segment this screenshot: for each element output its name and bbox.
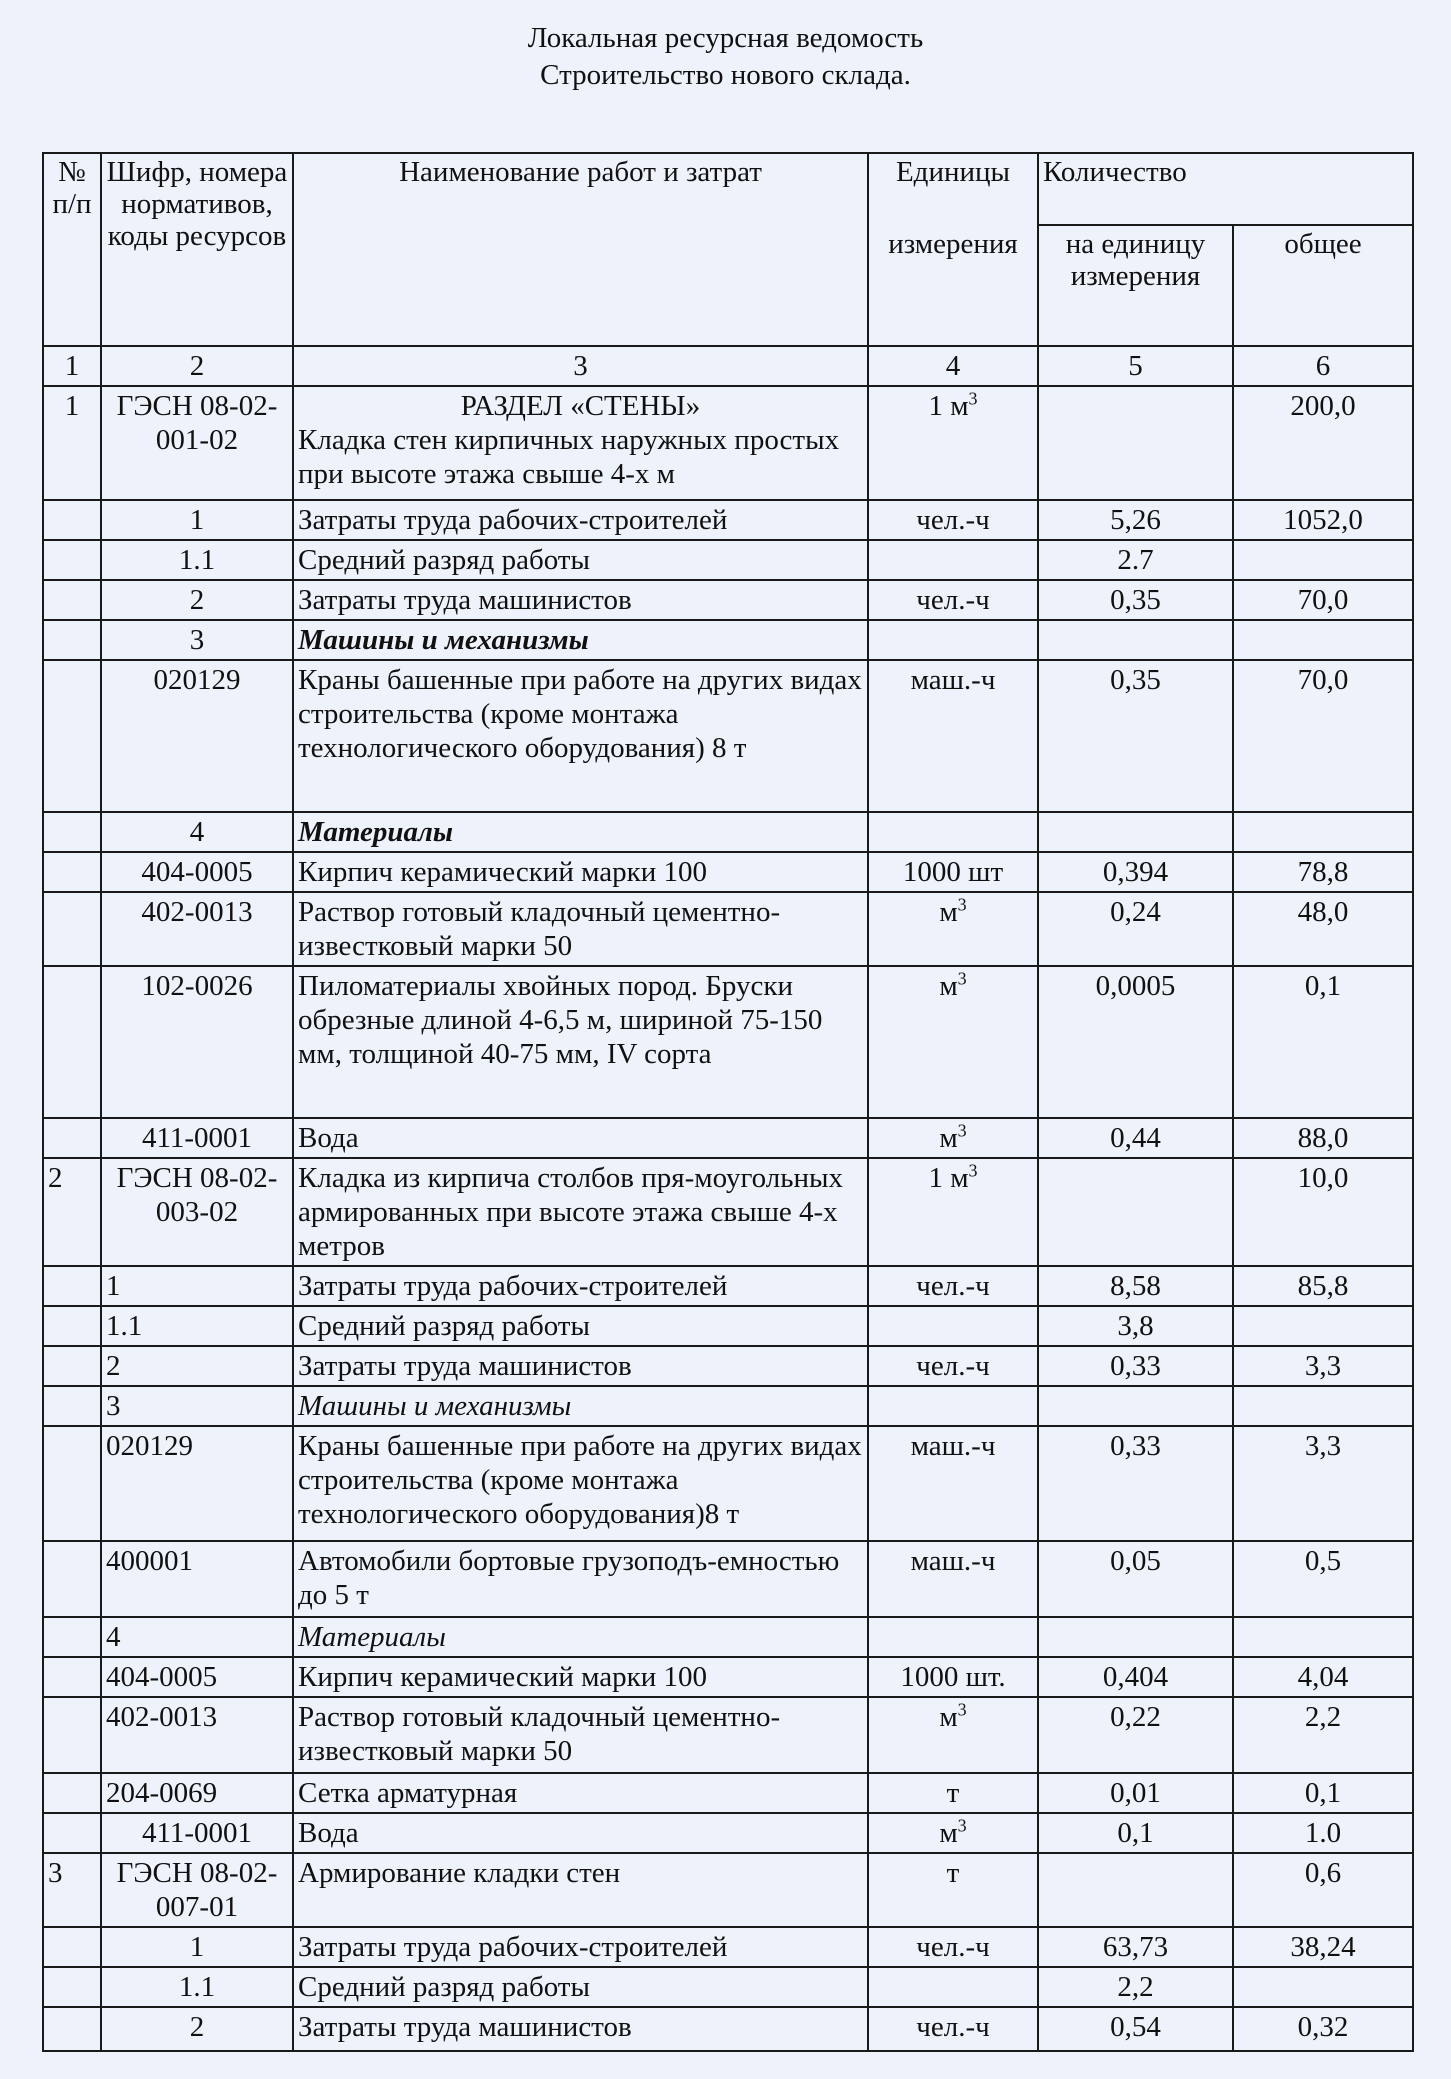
work-name-text: Затраты труда рабочих-строителей	[298, 1931, 728, 1963]
quantity-total: 0,6	[1233, 1853, 1413, 1927]
work-name	[293, 1386, 868, 1426]
quantity-total	[1233, 1386, 1413, 1426]
row-number	[43, 1773, 101, 1813]
row-number	[43, 2007, 101, 2051]
unit-of-measure	[868, 1346, 1038, 1386]
work-name-text: Пиломатериалы хвойных пород. Бруски обрезные длиной 4-6,5 м, шириной 75-150 мм, толщиной 40-75 мм, IV сорта	[298, 970, 823, 1070]
table-row	[43, 812, 1413, 852]
quantity-total	[1233, 540, 1413, 580]
unit-superscript: 3	[957, 968, 967, 989]
unit-of-measure	[868, 2007, 1038, 2051]
table-row	[43, 1773, 1413, 1813]
unit-of-measure	[868, 1617, 1038, 1657]
resource-code: ГЭСН 08-02-007-01	[101, 1853, 293, 1927]
unit-text: 1 м	[928, 390, 969, 422]
quantity-total	[1233, 1306, 1413, 1346]
quantity-total: 70,0	[1233, 580, 1413, 620]
table-row	[43, 1306, 1413, 1346]
unit-of-measure	[868, 660, 1038, 812]
table-row	[43, 580, 1413, 620]
quantity-per-unit: 0,1	[1038, 1813, 1233, 1853]
unit-of-measure	[868, 1266, 1038, 1306]
table-row	[43, 1386, 1413, 1426]
table-row	[43, 1697, 1413, 1773]
work-name-text: Затраты труда машинистов	[298, 584, 632, 616]
quantity-total	[1233, 1617, 1413, 1657]
table-row	[43, 2007, 1413, 2051]
resource-code: 1	[101, 500, 293, 540]
resource-code: 204-0069	[101, 1773, 293, 1813]
table-row	[43, 1967, 1413, 2007]
header-col-unit	[868, 153, 1038, 346]
resource-code: 020129	[101, 1426, 293, 1541]
row-number	[43, 892, 101, 966]
unit-of-measure	[868, 1386, 1038, 1426]
work-name	[293, 1967, 868, 2007]
quantity-per-unit: 0,394	[1038, 852, 1233, 892]
quantity-per-unit: 0,44	[1038, 1118, 1233, 1158]
quantity-total: 0,5	[1233, 1541, 1413, 1617]
work-name-text: Машины и механизмы	[298, 1390, 572, 1422]
unit-of-measure	[868, 1541, 1038, 1617]
work-name-text: Кладка из кирпича столбов пря-моугольных армированных при высоте этажа свыше 4-х метров	[298, 1162, 843, 1262]
unit-text: маш.-ч	[910, 1430, 996, 1462]
row-number	[43, 966, 101, 1118]
unit-of-measure	[868, 500, 1038, 540]
quantity-per-unit: 3,8	[1038, 1306, 1233, 1346]
row-number: 1	[43, 386, 101, 500]
work-name-text: Армирование кладки стен	[298, 1857, 621, 1889]
quantity-total: 38,24	[1233, 1927, 1413, 1967]
work-name-text: Затраты труда рабочих-строителей	[298, 1270, 728, 1302]
unit-text: чел.-ч	[916, 1270, 990, 1302]
work-name	[293, 1813, 868, 1853]
resource-code: 3	[101, 620, 293, 660]
quantity-total: 0,1	[1233, 1773, 1413, 1813]
resource-code: 1	[101, 1927, 293, 1967]
quantity-per-unit: 0,24	[1038, 892, 1233, 966]
work-name	[293, 1426, 868, 1541]
work-name	[293, 812, 868, 852]
table-row	[43, 892, 1413, 966]
resource-code: 402-0013	[101, 1697, 293, 1773]
resource-code: 2	[101, 580, 293, 620]
table-row	[43, 1426, 1413, 1541]
quantity-total	[1233, 1967, 1413, 2007]
work-name	[293, 1346, 868, 1386]
resource-code: 404-0005	[101, 852, 293, 892]
resource-code: 411-0001	[101, 1118, 293, 1158]
resource-code: 4	[101, 1617, 293, 1657]
work-name	[293, 1118, 868, 1158]
work-name	[293, 1927, 868, 1967]
row-number	[43, 1967, 101, 2007]
work-name-text: Затраты труда машинистов	[298, 1350, 632, 1382]
section-heading: РАЗДЕЛ «СТЕНЫ»	[460, 390, 701, 422]
col-number-5: 5	[1038, 346, 1233, 386]
resource-code: 400001	[101, 1541, 293, 1617]
unit-of-measure	[868, 1853, 1038, 1927]
table-row	[43, 660, 1413, 812]
quantity-total: 10,0	[1233, 1158, 1413, 1266]
quantity-per-unit	[1038, 1158, 1233, 1266]
unit-text: чел.-ч	[916, 584, 990, 616]
work-name-text: Сетка арматурная	[298, 1777, 518, 1809]
unit-text: м	[939, 1817, 958, 1849]
work-name-text: Краны башенные при работе на других видах строительства (кроме монтажа технологического оборудования)8 т	[298, 1430, 862, 1530]
row-number	[43, 1426, 101, 1541]
unit-superscript: 3	[957, 894, 967, 915]
row-number	[43, 1697, 101, 1773]
quantity-per-unit	[1038, 1853, 1233, 1927]
unit-text: 1000 шт	[902, 856, 1004, 888]
resource-code: 020129	[101, 660, 293, 812]
quantity-total: 2,2	[1233, 1697, 1413, 1773]
resource-code: 404-0005	[101, 1657, 293, 1697]
row-number	[43, 1657, 101, 1697]
unit-text: чел.-ч	[916, 1931, 990, 1963]
table-row	[43, 1853, 1413, 1927]
header-total: общее	[1233, 225, 1413, 346]
row-number	[43, 1541, 101, 1617]
header-col-code: Шифр, номера нормативов, коды ресурсов	[101, 153, 293, 346]
col-number-1: 1	[43, 346, 101, 386]
quantity-per-unit: 5,26	[1038, 500, 1233, 540]
work-name-text: Вода	[298, 1122, 359, 1154]
work-name	[293, 1657, 868, 1697]
work-name	[293, 2007, 868, 2051]
quantity-per-unit: 8,58	[1038, 1266, 1233, 1306]
quantity-total: 4,04	[1233, 1657, 1413, 1697]
header-row-1	[43, 153, 1413, 225]
resource-code: 411-0001	[101, 1813, 293, 1853]
work-name	[293, 1853, 868, 1927]
work-name-text: Автомобили бортовые грузоподъ-емностью до 5 т	[298, 1545, 840, 1611]
quantity-per-unit: 2.7	[1038, 540, 1233, 580]
unit-of-measure	[868, 1306, 1038, 1346]
work-name-text: Материалы	[298, 816, 454, 848]
unit-of-measure	[868, 580, 1038, 620]
quantity-per-unit	[1038, 620, 1233, 660]
unit-of-measure	[868, 966, 1038, 1118]
unit-text: 1000 шт.	[900, 1661, 1006, 1693]
resource-code: ГЭСН 08-02-001-02	[101, 386, 293, 500]
unit-of-measure	[868, 1657, 1038, 1697]
unit-of-measure	[868, 812, 1038, 852]
row-number	[43, 1266, 101, 1306]
unit-of-measure	[868, 1158, 1038, 1266]
unit-of-measure	[868, 386, 1038, 500]
work-name-text: Кирпич керамический марки 100	[298, 856, 708, 888]
work-name	[293, 540, 868, 580]
quantity-per-unit: 0,35	[1038, 580, 1233, 620]
quantity-total	[1233, 620, 1413, 660]
unit-of-measure	[868, 1773, 1038, 1813]
quantity-per-unit	[1038, 1617, 1233, 1657]
row-number	[43, 620, 101, 660]
quantity-per-unit: 0,35	[1038, 660, 1233, 812]
resource-code: 1.1	[101, 540, 293, 580]
unit-text: чел.-ч	[916, 2011, 990, 2043]
unit-of-measure	[868, 1813, 1038, 1853]
header-unit-bottom: измерения	[888, 228, 1018, 260]
work-name-text: Машины и механизмы	[298, 624, 589, 656]
quantity-total: 1.0	[1233, 1813, 1413, 1853]
title-line-2: Строительство нового склада.	[540, 59, 911, 91]
table-row	[43, 966, 1413, 1118]
quantity-per-unit: 0,33	[1038, 1426, 1233, 1541]
table-row	[43, 1266, 1413, 1306]
table-row	[43, 620, 1413, 660]
unit-text: м	[939, 970, 958, 1002]
row-number	[43, 580, 101, 620]
work-name-text: Средний разряд работы	[298, 544, 590, 576]
row-number: 3	[43, 1853, 101, 1927]
unit-text: чел.-ч	[916, 1350, 990, 1382]
header-col-number: № п/п	[43, 153, 101, 346]
unit-superscript: 3	[957, 1815, 967, 1836]
quantity-per-unit: 63,73	[1038, 1927, 1233, 1967]
col-number-6: 6	[1233, 346, 1413, 386]
work-name	[293, 1158, 868, 1266]
quantity-per-unit	[1038, 386, 1233, 500]
resource-code: 3	[101, 1386, 293, 1426]
table-row	[43, 1541, 1413, 1617]
work-name	[293, 500, 868, 540]
resource-table	[42, 152, 1414, 2052]
table-row	[43, 540, 1413, 580]
row-number	[43, 1927, 101, 1967]
quantity-total: 3,3	[1233, 1346, 1413, 1386]
table-row	[43, 500, 1413, 540]
work-name-text: Кирпич керамический марки 100	[298, 1661, 708, 1693]
unit-of-measure	[868, 1697, 1038, 1773]
unit-text: т	[946, 1857, 960, 1889]
table-row	[43, 386, 1413, 500]
work-name	[293, 966, 868, 1118]
quantity-per-unit: 0,05	[1038, 1541, 1233, 1617]
work-name-text: Раствор готовый кладочный цементно-известковый марки 50	[298, 896, 781, 962]
work-name	[293, 1541, 868, 1617]
work-name	[293, 660, 868, 812]
resource-code: ГЭСН 08-02-003-02	[101, 1158, 293, 1266]
row-number	[43, 1306, 101, 1346]
work-name	[293, 386, 868, 500]
quantity-total: 70,0	[1233, 660, 1413, 812]
table-row	[43, 1813, 1413, 1853]
unit-of-measure	[868, 1118, 1038, 1158]
unit-text: м	[939, 896, 958, 928]
col-number-2: 2	[101, 346, 293, 386]
work-name-text: Вода	[298, 1817, 359, 1849]
header-quantity: Количество	[1038, 153, 1413, 225]
work-name-text: Затраты труда рабочих-строителей	[298, 504, 728, 536]
unit-text: маш.-ч	[910, 664, 996, 696]
unit-of-measure	[868, 892, 1038, 966]
resource-code: 2	[101, 2007, 293, 2051]
unit-of-measure	[868, 620, 1038, 660]
quantity-total: 88,0	[1233, 1118, 1413, 1158]
work-name	[293, 892, 868, 966]
header-col-name: Наименование работ и затрат	[293, 153, 868, 346]
col-number-3: 3	[293, 346, 868, 386]
row-number	[43, 660, 101, 812]
document-title	[0, 20, 1451, 94]
resource-code: 1.1	[101, 1967, 293, 2007]
unit-of-measure	[868, 540, 1038, 580]
row-number	[43, 540, 101, 580]
row-number	[43, 852, 101, 892]
header-unit-top: Единицы	[895, 156, 1011, 188]
work-name	[293, 620, 868, 660]
row-number	[43, 500, 101, 540]
quantity-total: 78,8	[1233, 852, 1413, 892]
work-name	[293, 852, 868, 892]
resource-code: 402-0013	[101, 892, 293, 966]
quantity-total: 0,1	[1233, 966, 1413, 1118]
work-name-text: Раствор готовый кладочный цементно-известковый марки 50	[298, 1701, 781, 1767]
quantity-total: 48,0	[1233, 892, 1413, 966]
unit-superscript: 3	[957, 1699, 967, 1720]
work-name	[293, 1617, 868, 1657]
resource-code: 102-0026	[101, 966, 293, 1118]
table-row	[43, 1617, 1413, 1657]
work-name-text: Средний разряд работы	[298, 1310, 590, 1342]
unit-text: м	[939, 1122, 958, 1154]
quantity-per-unit: 0,54	[1038, 2007, 1233, 2051]
unit-text: м	[939, 1701, 958, 1733]
work-name-text: Краны башенные при работе на других видах строительства (кроме монтажа технологического оборудования) 8 т	[298, 664, 862, 764]
row-number	[43, 1118, 101, 1158]
resource-code: 1	[101, 1266, 293, 1306]
row-number	[43, 1386, 101, 1426]
table-row	[43, 1657, 1413, 1697]
work-name-text: Кладка стен кирпичных наружных простых при высоте этажа свыше 4-х м	[298, 424, 840, 490]
resource-code: 4	[101, 812, 293, 852]
work-name	[293, 580, 868, 620]
quantity-total: 1052,0	[1233, 500, 1413, 540]
quantity-total: 0,32	[1233, 2007, 1413, 2051]
col-number-4: 4	[868, 346, 1038, 386]
row-number	[43, 812, 101, 852]
work-name	[293, 1697, 868, 1773]
work-name	[293, 1266, 868, 1306]
header-per-unit: на единицу измерения	[1038, 225, 1233, 346]
unit-of-measure	[868, 1426, 1038, 1541]
row-number	[43, 1617, 101, 1657]
quantity-total: 85,8	[1233, 1266, 1413, 1306]
row-number	[43, 1346, 101, 1386]
quantity-total: 200,0	[1233, 386, 1413, 500]
work-name-text: Материалы	[298, 1621, 446, 1653]
unit-text: т	[946, 1777, 960, 1809]
work-name	[293, 1306, 868, 1346]
unit-text: маш.-ч	[910, 1545, 996, 1577]
quantity-per-unit: 2,2	[1038, 1967, 1233, 2007]
unit-text: чел.-ч	[916, 504, 990, 536]
table-row	[43, 1118, 1413, 1158]
quantity-per-unit	[1038, 812, 1233, 852]
unit-of-measure	[868, 1967, 1038, 2007]
table-body	[43, 386, 1413, 2051]
table-row	[43, 1927, 1413, 1967]
unit-of-measure	[868, 852, 1038, 892]
unit-superscript: 3	[968, 388, 978, 409]
table-row	[43, 1158, 1413, 1266]
row-number	[43, 1813, 101, 1853]
work-name-text: Средний разряд работы	[298, 1971, 590, 2003]
work-name-text: Затраты труда машинистов	[298, 2011, 632, 2043]
resource-code: 1.1	[101, 1306, 293, 1346]
quantity-per-unit: 0,01	[1038, 1773, 1233, 1813]
resource-code: 2	[101, 1346, 293, 1386]
table-row	[43, 852, 1413, 892]
unit-of-measure	[868, 1927, 1038, 1967]
unit-superscript: 3	[968, 1160, 978, 1181]
unit-text: 1 м	[928, 1162, 969, 1194]
row-number: 2	[43, 1158, 101, 1266]
column-numbers-row	[43, 346, 1413, 386]
quantity-total	[1233, 812, 1413, 852]
quantity-per-unit	[1038, 1386, 1233, 1426]
quantity-per-unit: 0,404	[1038, 1657, 1233, 1697]
unit-superscript: 3	[957, 1120, 967, 1141]
quantity-per-unit: 0,0005	[1038, 966, 1233, 1118]
table-row	[43, 1346, 1413, 1386]
quantity-per-unit: 0,33	[1038, 1346, 1233, 1386]
quantity-total: 3,3	[1233, 1426, 1413, 1541]
work-name	[293, 1773, 868, 1813]
title-line-1: Локальная ресурсная ведомость	[527, 22, 924, 54]
quantity-per-unit: 0,22	[1038, 1697, 1233, 1773]
